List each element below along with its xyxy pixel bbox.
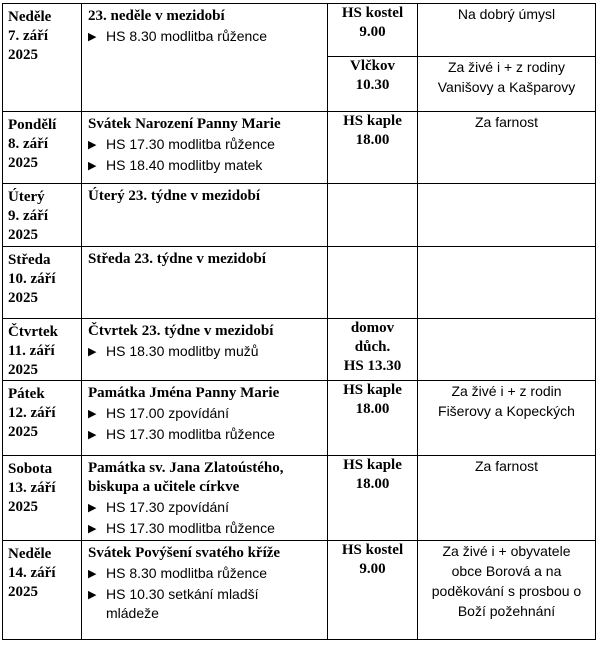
day-cell (3, 112, 82, 184)
place-line: HS 13.30 (343, 358, 402, 374)
schedule-body (3, 4, 596, 640)
event-text: HS 18.40 modlitby matek (106, 157, 263, 173)
day-label (3, 381, 81, 442)
event-item (88, 603, 327, 623)
day-line: 12. září (8, 405, 56, 421)
intention-line: Fišerovy a Kopeckých (438, 403, 575, 419)
liturgy-cell (82, 184, 328, 247)
intention-line: Za živé i + z rodiny (447, 59, 566, 75)
event-item (88, 26, 327, 47)
mass-intention (418, 319, 596, 381)
day-line: Neděle (8, 546, 52, 562)
liturgy-title (82, 112, 327, 134)
mass-place-time (328, 541, 418, 640)
day-line: Pátek (8, 386, 45, 402)
mass-schedule-table (2, 3, 596, 640)
schedule-row (3, 456, 596, 541)
mass-place-time (328, 4, 418, 57)
schedule-row (3, 381, 596, 456)
liturgy-title-line: Středa 23. týdne v mezidobí (88, 251, 266, 267)
event-text: HS 8.30 modlitba růžence (106, 28, 268, 44)
day-line: Sobota (8, 461, 53, 477)
play-arrow-icon: ▶ (88, 523, 97, 535)
intention-line: Na dobrý úmysl (457, 6, 556, 22)
mass-intention (418, 541, 596, 640)
intention-line: Za živé i + obyvatele (442, 543, 571, 559)
schedule-row (3, 247, 596, 319)
liturgy-cell (82, 4, 328, 112)
day-line: 9. září (8, 208, 48, 224)
liturgy-title-line: Svátek Narození Panny Marie (88, 116, 281, 132)
day-line: 2025 (8, 155, 38, 171)
liturgy-title (82, 184, 327, 206)
play-arrow-icon: ▶ (88, 568, 97, 580)
event-text: HS 8.30 modlitba růžence (106, 565, 268, 581)
event-text: mládeže (106, 605, 159, 621)
liturgy-cell (82, 319, 328, 381)
event-text: HS 17.00 zpovídání (106, 405, 229, 421)
day-cell (3, 184, 82, 247)
play-arrow-icon: ▶ (88, 429, 97, 441)
liturgy-title-line: Památka Jména Panny Marie (88, 385, 280, 401)
mass-place-time (328, 112, 418, 184)
event-list (82, 497, 327, 539)
play-arrow-icon: ▶ (88, 139, 97, 151)
liturgy-title (82, 541, 327, 563)
event-list (82, 563, 327, 623)
place-line: HS kostel (341, 5, 404, 21)
day-line: Úterý (8, 189, 45, 205)
mass-place-time (328, 319, 418, 381)
liturgy-title (82, 4, 327, 26)
event-list (82, 26, 327, 47)
liturgy-title-line: 23. neděle v mezidobí (88, 8, 225, 24)
place-line: HS kaple (343, 382, 402, 398)
day-cell (3, 456, 82, 541)
mass-intention (418, 247, 596, 319)
day-line: Neděle (8, 9, 52, 25)
play-arrow-icon: ▶ (88, 346, 97, 358)
intention-line: Za živé i + z rodin (451, 383, 562, 399)
day-line: Středa (8, 252, 51, 268)
place-line: 10.30 (355, 77, 390, 93)
liturgy-title-line: biskupa a učitele církve (88, 479, 240, 495)
event-list (82, 134, 327, 176)
intention-line: poděkování s prosbou o (431, 583, 582, 599)
event-text: HS 17.30 modlitba růžence (106, 520, 275, 536)
event-text: HS 17.30 modlitba růžence (106, 426, 275, 442)
liturgy-cell (82, 456, 328, 541)
liturgy-cell (82, 247, 328, 319)
day-line: 2025 (8, 584, 38, 600)
schedule-row (3, 4, 596, 57)
mass-place-time (328, 381, 418, 456)
day-line: 14. září (8, 565, 56, 581)
event-item (88, 424, 327, 445)
event-item (88, 403, 327, 424)
place-line: 9.00 (359, 24, 386, 40)
event-text: HS 18.30 modlitby mužů (106, 343, 259, 359)
mass-intention (418, 112, 596, 184)
day-label (3, 4, 81, 65)
event-item (88, 584, 327, 605)
play-arrow-icon: ▶ (88, 589, 97, 601)
day-line: Čtvrtek (8, 324, 58, 340)
day-cell (3, 541, 82, 640)
event-list (82, 403, 327, 445)
day-label (3, 247, 81, 308)
place-line: 9.00 (359, 561, 386, 577)
liturgy-title (82, 456, 327, 497)
mass-intention (418, 57, 596, 112)
event-text: HS 10.30 setkání mladší (106, 586, 259, 602)
day-label (3, 184, 81, 245)
mass-place-time (328, 247, 418, 319)
place-line: 18.00 (355, 476, 390, 492)
event-text: HS 17.30 zpovídání (106, 499, 229, 515)
place-line: HS kaple (343, 457, 402, 473)
day-cell (3, 381, 82, 456)
mass-intention (418, 381, 596, 456)
intention-line: Boží požehnání (457, 603, 556, 619)
day-line: 7. září (8, 28, 48, 44)
day-label (3, 112, 81, 173)
event-item (88, 341, 327, 362)
liturgy-title (82, 319, 327, 341)
day-cell (3, 247, 82, 319)
day-line: 13. září (8, 480, 56, 496)
liturgy-cell (82, 381, 328, 456)
schedule-row (3, 184, 596, 247)
mass-place-time (328, 184, 418, 247)
mass-place-time (328, 57, 418, 112)
event-item (88, 563, 327, 584)
play-arrow-icon: ▶ (88, 31, 97, 43)
liturgy-title-line: Svátek Povýšení svatého kříže (88, 545, 281, 561)
day-line: 2025 (8, 424, 38, 440)
intention-line: Za farnost (474, 458, 539, 474)
day-line: 2025 (8, 47, 38, 63)
day-line: 2025 (8, 362, 38, 378)
event-item (88, 497, 327, 518)
day-line: 8. září (8, 136, 48, 152)
intention-line: Vanišovy a Kašparovy (437, 79, 576, 95)
day-line: 10. září (8, 271, 56, 287)
day-line: Pondělí (8, 117, 57, 133)
liturgy-cell (82, 541, 328, 640)
day-line: 2025 (8, 290, 38, 306)
day-label (3, 319, 81, 380)
place-line: důch. (354, 339, 391, 355)
day-line: 11. září (8, 343, 55, 359)
place-line: 18.00 (355, 132, 390, 148)
mass-intention (418, 456, 596, 541)
schedule-row (3, 541, 596, 640)
day-line: 2025 (8, 499, 38, 515)
place-line: HS kaple (343, 113, 402, 129)
place-line: domov (350, 320, 395, 336)
event-item (88, 155, 327, 176)
intention-line: obce Borová a na (451, 563, 562, 579)
mass-intention (418, 184, 596, 247)
liturgy-title-line: Úterý 23. týdne v mezidobí (88, 188, 261, 204)
play-arrow-icon: ▶ (88, 408, 97, 420)
play-arrow-icon: ▶ (88, 160, 97, 172)
mass-intention (418, 4, 596, 57)
liturgy-title (82, 381, 327, 403)
event-list (82, 341, 327, 362)
place-line: Vlčkov (350, 58, 395, 74)
day-label (3, 541, 81, 602)
liturgy-title (82, 247, 327, 269)
mass-place-time (328, 456, 418, 541)
day-cell (3, 319, 82, 381)
play-arrow-icon: ▶ (88, 502, 97, 514)
schedule-row (3, 319, 596, 381)
event-item (88, 134, 327, 155)
day-line: 2025 (8, 227, 38, 243)
liturgy-title-line: Čtvrtek 23. týdne v mezidobí (88, 323, 274, 339)
place-line: 18.00 (355, 401, 390, 417)
place-line: HS kostel (341, 542, 404, 558)
event-text: HS 17.30 modlitba růžence (106, 136, 275, 152)
event-item (88, 518, 327, 539)
liturgy-title-line: Památka sv. Jana Zlatoústého, (88, 460, 284, 476)
schedule-row (3, 112, 596, 184)
liturgy-cell (82, 112, 328, 184)
intention-line: Za farnost (474, 114, 539, 130)
day-cell (3, 4, 82, 112)
day-label (3, 456, 81, 517)
